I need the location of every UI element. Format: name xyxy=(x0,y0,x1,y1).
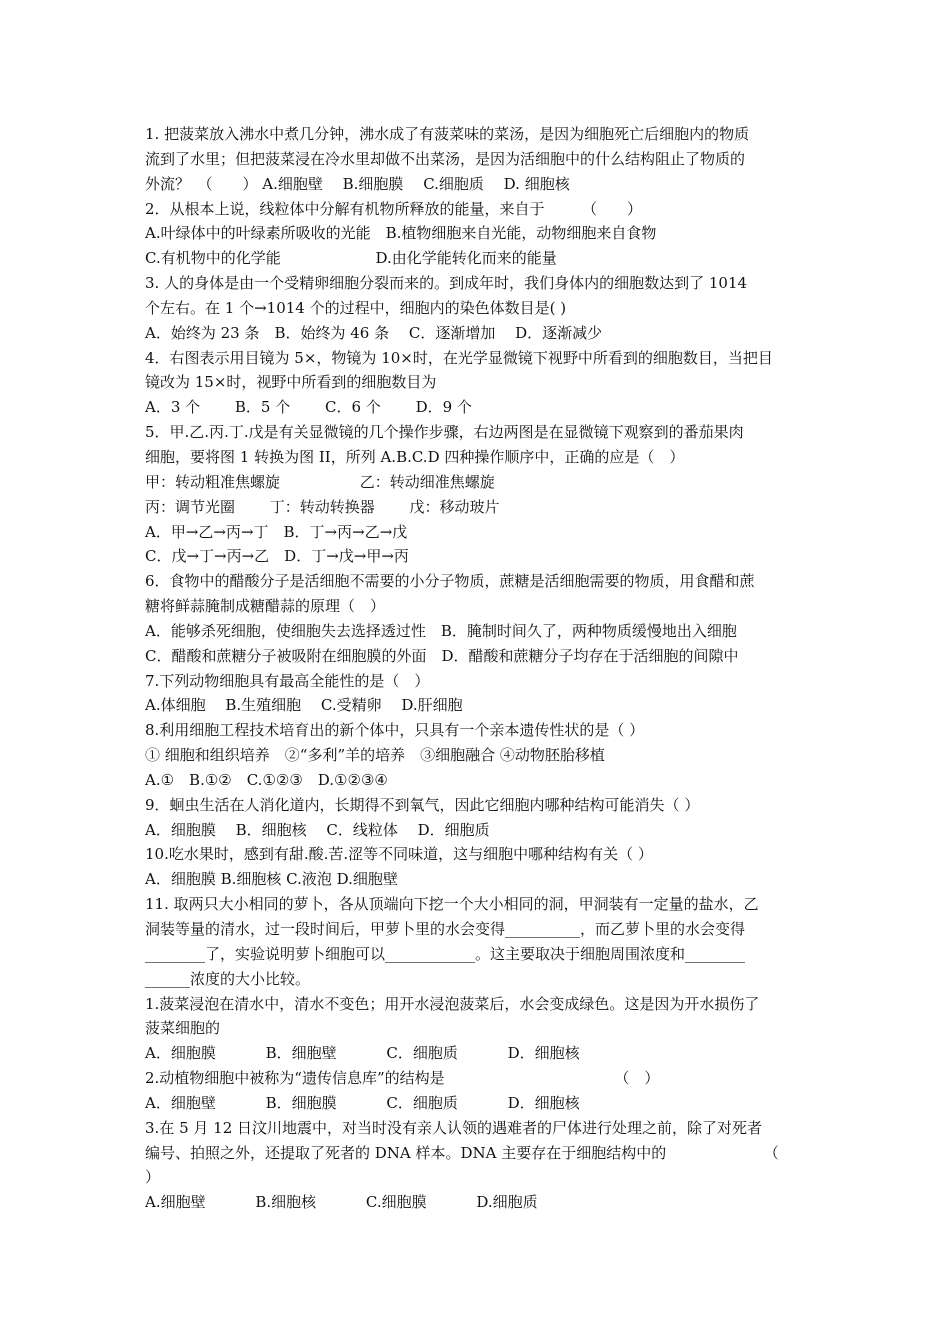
text-line: ① 细胞和组织培养 ②“多利”羊的培养 ③细胞融合 ④动物胚胎移植 xyxy=(145,746,605,765)
text-line: ） xyxy=(145,1168,161,1187)
text-line: A．细胞膜 B．细胞核 C．线粒体 D．细胞质 xyxy=(145,820,490,839)
text-line: 细胞，要将图 1 转换为图 II，所列 A.B.C.D 四种操作顺序中，正确的应是（ ） xyxy=(145,447,685,466)
text-line: A．细胞膜 B.细胞核 C.液泡 D.细胞壁 xyxy=(145,870,398,889)
text-line: 甲：转动粗准焦螺旋 乙：转动细准焦螺旋 xyxy=(145,472,495,491)
text-line: A．细胞膜 B．细胞壁 C．细胞质 D．细胞核 xyxy=(145,1044,580,1063)
text-line: 糖将鲜蒜腌制成糖醋蒜的原理（ ） xyxy=(145,597,386,616)
text-line: A．始终为 23 条 B．始终为 46 条 C．逐渐增加 D．逐渐减少 xyxy=(145,323,603,342)
text-line: 2.动植物细胞中被称为“遗传信息库”的结构是 （ ） xyxy=(145,1069,660,1088)
text-line: C．醋酸和蔗糖分子被吸附在细胞膜的外面 D．醋酸和蔗糖分子均存在于活细胞的间隙中 xyxy=(145,646,739,665)
text-line: 1.菠菜浸泡在清水中，清水不变色；用开水浸泡菠菜后，水会变成绿色。这是因为开水损伤了 xyxy=(145,994,760,1013)
text-line: 丙：调节光圈 丁：转动转换器 戊：移动玻片 xyxy=(145,497,500,516)
text-line: 8.利用细胞工程技术培育出的新个体中，只具有一个亲本遗传性状的是（ ） xyxy=(145,721,645,740)
text-line: 个左右。在 1 个→1014 个的过程中，细胞内的染色体数目是( ) xyxy=(145,298,567,317)
text-line: 11. 取两只大小相同的萝卜，各从顶端向下挖一个大小相同的洞，甲洞装有一定量的盐水，乙 xyxy=(145,895,759,914)
text-line: A.叶绿体中的叶绿素所吸收的光能 B.植物细胞来自光能，动物细胞来自食物 xyxy=(145,224,657,243)
text-line: 6．食物中的醋酸分子是活细胞不需要的小分子物质，蔗糖是活细胞需要的物质，用食醋和蔗 xyxy=(145,572,755,591)
text-line: 镜改为 15×时，视野中所看到的细胞数目为 xyxy=(145,373,437,392)
text-line: 10.吃水果时，感到有甜.酸.苦.涩等不同味道，这与细胞中哪种结构有关（ ） xyxy=(145,845,653,864)
text-line: 洞装等量的清水，过一段时间后，甲萝卜里的水会变得__________，而乙萝卜里的水会变得 xyxy=(145,920,746,938)
text-line: A.细胞壁 B.细胞核 C.细胞膜 D.细胞质 xyxy=(145,1193,538,1212)
text-line: 3.在 5 月 12 日汶川地震中，对当时没有亲人认领的遇难者的尸体进行处理之前，除了对死者 xyxy=(145,1118,763,1137)
text-line: ______浓度的大小比较。 xyxy=(145,969,311,988)
text-line: 3. 人的身体是由一个受精卵细胞分裂而来的。到成年时，我们身体内的细胞数达到了 1014 xyxy=(145,274,748,293)
text-line: 编号、拍照之外，还提取了死者的 DNA 样本。DNA 主要存在于细胞结构中的 （ xyxy=(145,1143,779,1162)
text-line: C．戊→丁→丙→乙 D．丁→戊→甲→丙 xyxy=(145,547,409,566)
document-page xyxy=(145,122,810,1215)
text-line: A．细胞壁 B．细胞膜 C．细胞质 D．细胞核 xyxy=(145,1093,580,1112)
text-line: 菠菜细胞的 xyxy=(145,1019,221,1038)
text-line: ________了，实验说明萝卜细胞可以____________。这主要取决于细胞周围浓度和________ xyxy=(145,944,746,963)
text-line: 流到了水里；但把菠菜浸在冷水里却做不出菜汤，是因为活细胞中的什么结构阻止了物质的 xyxy=(145,149,746,168)
text-line: A.体细胞 B.生殖细胞 C.受精卵 D.肝细胞 xyxy=(145,696,463,715)
text-line: A．能够杀死细胞，使细胞失去选择透过性 B．腌制时间久了，两种物质缓慢地出入细胞 xyxy=(145,621,737,640)
text-line: 1. 把菠菜放入沸水中煮几分钟，沸水成了有菠菜味的菜汤，是因为细胞死亡后细胞内的物质 xyxy=(145,125,750,143)
text-line: 4．右图表示用目镜为 5×，物镜为 10×时，在光学显微镜下视野中所看到的细胞数目，当把目 xyxy=(145,348,773,367)
text-line: C.有机物中的化学能 D.由化学能转化而来的能量 xyxy=(145,249,557,268)
text-line: 9．蛔虫生活在人消化道内，长期得不到氧气，因此它细胞内哪种结构可能消失（ ） xyxy=(145,795,700,814)
text-line: A.① B.①② C.①②③ D.①②③④ xyxy=(145,770,388,789)
text-line: 外流？ （ ） A.细胞壁 B.细胞膜 C.细胞质 D. 细胞核 xyxy=(145,174,570,193)
text-line: 7.下列动物细胞具有最高全能性的是（ ） xyxy=(145,671,430,690)
text-line: A．甲→乙→丙→丁 B．丁→丙→乙→戊 xyxy=(145,522,408,541)
text-line: 5．甲.乙.丙.丁.戊是有关显微镜的几个操作步骤，右边两图是在显微镜下观察到的番茄果肉 xyxy=(145,423,744,442)
text-line: 2．从根本上说，线粒体中分解有机物所释放的能量，来自于 （ ） xyxy=(145,199,643,218)
text-line: A．3 个 B．5 个 C．6 个 D．9 个 xyxy=(145,398,472,417)
